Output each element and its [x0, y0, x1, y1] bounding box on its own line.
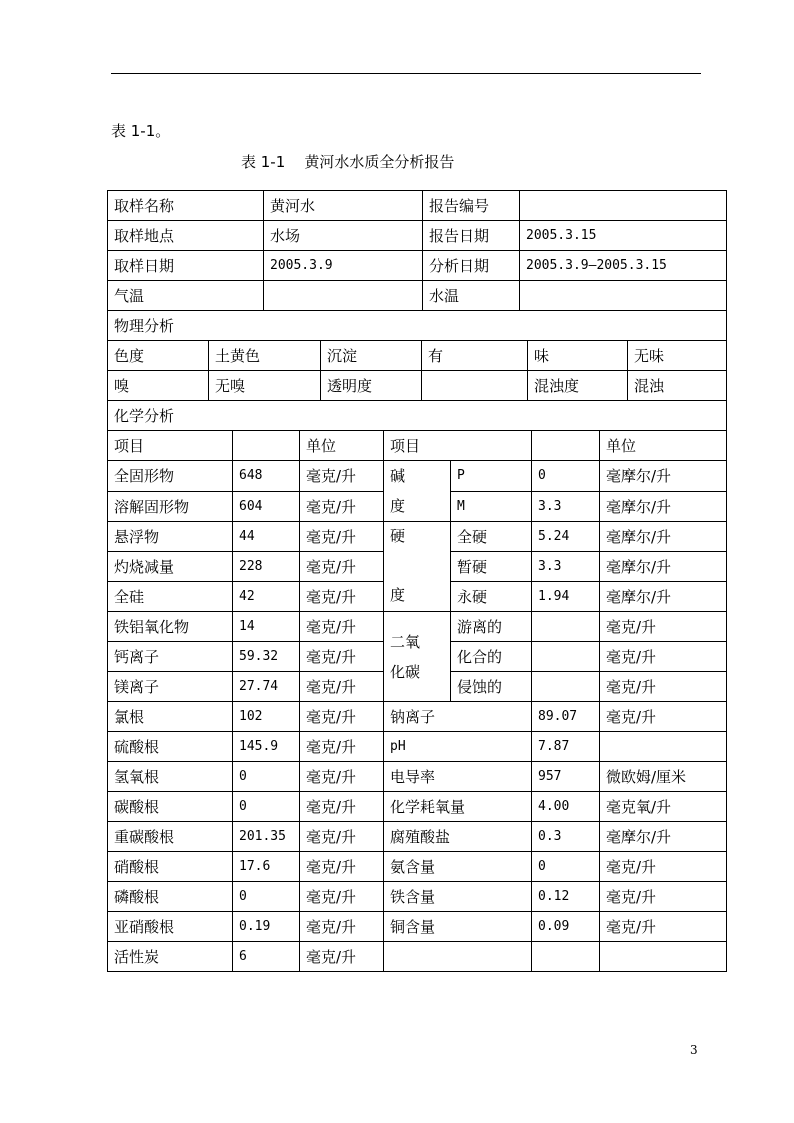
physical-value: 土黄色: [209, 341, 321, 371]
item-name-2: 氨含量: [384, 852, 532, 882]
item-value-2: 0.3: [532, 822, 600, 852]
chemical-row: [108, 942, 727, 972]
chemical-row: [108, 882, 727, 912]
physical-value: 无嗅: [209, 371, 321, 401]
info-label: 取样名称: [108, 191, 264, 221]
chemical-row: [108, 912, 727, 942]
physical-value: 无味: [628, 341, 727, 371]
item-value: 0: [233, 882, 300, 912]
chemical-header-row: [108, 431, 727, 461]
group-label-line: 度: [390, 497, 406, 515]
header-value: [233, 431, 300, 461]
physical-value: 混浊: [628, 371, 727, 401]
item-value: 201.35: [233, 822, 300, 852]
sub-item-value: 0: [532, 461, 600, 492]
chemical-row: [108, 792, 727, 822]
group-label-line: 碱: [390, 467, 406, 485]
physical-value: [422, 371, 528, 401]
sub-item-name: 全硬: [451, 522, 532, 552]
sub-item-unit: 毫摩尔/升: [600, 522, 727, 552]
header-item: 项目: [108, 431, 233, 461]
item-value-2: 89.07: [532, 702, 600, 732]
info-label: 分析日期: [423, 251, 520, 281]
sub-item-unit: 毫摩尔/升: [600, 552, 727, 582]
item-name: 氢氧根: [108, 762, 233, 792]
item-name: 悬浮物: [108, 522, 233, 552]
sub-item-value: 1.94: [532, 582, 600, 612]
item-unit: 毫克/升: [300, 942, 384, 972]
info-label: 报告编号: [423, 191, 520, 221]
item-value: 0.19: [233, 912, 300, 942]
physical-value: 有: [422, 341, 528, 371]
chemical-row: [108, 762, 727, 792]
physical-label: 沉淀: [321, 341, 422, 371]
chemical-row: [108, 522, 727, 552]
chemical-row: [108, 702, 727, 732]
sub-item-name: M: [451, 491, 532, 522]
chemical-row: [108, 822, 727, 852]
sub-item-name: 暂硬: [451, 552, 532, 582]
item-name-2: 电导率: [384, 762, 532, 792]
physical-label: 嗅: [108, 371, 209, 401]
physical-label: 色度: [108, 341, 209, 371]
intro-text: 表 1-1。: [111, 122, 171, 140]
item-value: 0: [233, 792, 300, 822]
chemical-analysis-table: [107, 400, 727, 972]
item-unit: 毫克/升: [300, 612, 384, 642]
item-name: 硫酸根: [108, 732, 233, 762]
info-label: 取样日期: [108, 251, 264, 281]
item-unit-2: [600, 732, 727, 762]
item-unit-2: [600, 942, 727, 972]
info-row: [108, 191, 727, 221]
sub-item-value: 5.24: [532, 522, 600, 552]
item-unit-2: 毫克/升: [600, 702, 727, 732]
item-value: 6: [233, 942, 300, 972]
info-value: [520, 281, 727, 311]
info-value: [264, 281, 423, 311]
item-name: 磷酸根: [108, 882, 233, 912]
group-label-line: 硬: [390, 527, 406, 545]
info-label: 水温: [423, 281, 520, 311]
info-value: 2005.3.9—2005.3.15: [520, 251, 727, 281]
item-unit: 毫克/升: [300, 822, 384, 852]
info-label: 报告日期: [423, 221, 520, 251]
item-name: 硝酸根: [108, 852, 233, 882]
sub-item-name: 化合的: [451, 642, 532, 672]
info-row: [108, 281, 727, 311]
item-value-2: 4.00: [532, 792, 600, 822]
info-value: 2005.3.15: [520, 221, 727, 251]
item-value-2: 957: [532, 762, 600, 792]
item-value: 17.6: [233, 852, 300, 882]
section-title-row: [108, 311, 727, 341]
item-name: 亚硝酸根: [108, 912, 233, 942]
item-value-2: [532, 942, 600, 972]
item-name: 钙离子: [108, 642, 233, 672]
sub-item-unit: 毫摩尔/升: [600, 582, 727, 612]
sub-item-name: P: [451, 461, 532, 492]
item-value: 145.9: [233, 732, 300, 762]
item-value-2: 7.87: [532, 732, 600, 762]
item-unit: 毫克/升: [300, 672, 384, 702]
sub-item-unit: 毫克/升: [600, 612, 727, 642]
page-number: 3: [690, 1043, 698, 1057]
item-unit-2: 毫克/升: [600, 912, 727, 942]
info-label: 气温: [108, 281, 264, 311]
item-unit: 毫克/升: [300, 522, 384, 552]
sub-item-unit: 毫摩尔/升: [600, 461, 727, 492]
header-unit-2: 单位: [600, 431, 727, 461]
item-value-2: 0.12: [532, 882, 600, 912]
item-unit: 毫克/升: [300, 732, 384, 762]
item-unit: 毫克/升: [300, 461, 384, 492]
header-unit: 单位: [300, 431, 384, 461]
item-value: 27.74: [233, 672, 300, 702]
chemical-row: [108, 461, 727, 492]
item-unit: 毫克/升: [300, 582, 384, 612]
chemical-row: [108, 612, 727, 642]
item-value: 228: [233, 552, 300, 582]
physical-analysis-table: [107, 310, 727, 401]
info-row: [108, 221, 727, 251]
item-value: 14: [233, 612, 300, 642]
item-name-2: 钠离子: [384, 702, 532, 732]
sub-item-value: [532, 672, 600, 702]
physical-row: [108, 371, 727, 401]
item-unit: 毫克/升: [300, 852, 384, 882]
item-name-2: pH: [384, 732, 532, 762]
item-unit-2: 毫摩尔/升: [600, 822, 727, 852]
sample-info-table: [107, 190, 727, 311]
item-name: 全固形物: [108, 461, 233, 492]
sub-item-name: 永硬: [451, 582, 532, 612]
item-value: 0: [233, 762, 300, 792]
chemical-row: [108, 732, 727, 762]
item-unit: 毫克/升: [300, 702, 384, 732]
item-value: 102: [233, 702, 300, 732]
sub-item-value: [532, 642, 600, 672]
sub-item-name: 游离的: [451, 612, 532, 642]
item-name: 氯根: [108, 702, 233, 732]
section-title-row: [108, 401, 727, 431]
item-unit: 毫克/升: [300, 642, 384, 672]
item-value: 59.32: [233, 642, 300, 672]
item-name-2: 铜含量: [384, 912, 532, 942]
item-unit: 毫克/升: [300, 552, 384, 582]
item-name: 活性炭: [108, 942, 233, 972]
sub-item-name: 侵蚀的: [451, 672, 532, 702]
item-unit-2: 微欧姆/厘米: [600, 762, 727, 792]
table-caption: 表 1-1 黄河水水质全分析报告: [241, 153, 455, 171]
item-unit: 毫克/升: [300, 792, 384, 822]
header-item-2: 项目: [384, 431, 532, 461]
item-name-2: 铁含量: [384, 882, 532, 912]
item-unit-2: 毫克氧/升: [600, 792, 727, 822]
header-rule: [111, 73, 701, 74]
sub-item-unit: 毫克/升: [600, 642, 727, 672]
sub-item-value: 3.3: [532, 491, 600, 522]
physical-row: [108, 341, 727, 371]
item-name: 碳酸根: [108, 792, 233, 822]
group-label-hardness: [384, 522, 451, 612]
group-label-line: 度: [390, 586, 406, 604]
item-name: 铁铝氧化物: [108, 612, 233, 642]
info-label: 取样地点: [108, 221, 264, 251]
water-quality-report: [107, 190, 725, 971]
group-label-line: 二氧: [390, 632, 421, 651]
item-value-2: 0.09: [532, 912, 600, 942]
item-name-2: 腐殖酸盐: [384, 822, 532, 852]
item-value: 44: [233, 522, 300, 552]
item-name-2: 化学耗氧量: [384, 792, 532, 822]
info-value: 2005.3.9: [264, 251, 423, 281]
chemical-row: [108, 852, 727, 882]
item-value-2: 0: [532, 852, 600, 882]
item-value: 42: [233, 582, 300, 612]
item-unit: 毫克/升: [300, 762, 384, 792]
info-row: [108, 251, 727, 281]
item-name: 镁离子: [108, 672, 233, 702]
sub-item-unit: 毫克/升: [600, 672, 727, 702]
sub-item-value: 3.3: [532, 552, 600, 582]
info-value: 黄河水: [264, 191, 423, 221]
sub-item-unit: 毫摩尔/升: [600, 491, 727, 522]
chemical-section-title: 化学分析: [108, 401, 727, 431]
item-unit: 毫克/升: [300, 491, 384, 522]
item-name-2: [384, 942, 532, 972]
item-unit-2: 毫克/升: [600, 882, 727, 912]
physical-section-title: 物理分析: [108, 311, 727, 341]
physical-label: 混浊度: [528, 371, 628, 401]
group-label-co2: [384, 612, 451, 702]
item-unit-2: 毫克/升: [600, 852, 727, 882]
item-value: 604: [233, 491, 300, 522]
item-name: 重碳酸根: [108, 822, 233, 852]
physical-label: 味: [528, 341, 628, 371]
item-value: 648: [233, 461, 300, 492]
item-name: 溶解固形物: [108, 491, 233, 522]
info-value: [520, 191, 727, 221]
sub-item-value: [532, 612, 600, 642]
group-label-line: 化碳: [390, 662, 421, 681]
item-name: 全硅: [108, 582, 233, 612]
item-unit: 毫克/升: [300, 882, 384, 912]
group-label-alkalinity: [384, 461, 451, 522]
item-name: 灼烧减量: [108, 552, 233, 582]
header-value-2: [532, 431, 600, 461]
info-value: 水场: [264, 221, 423, 251]
physical-label: 透明度: [321, 371, 422, 401]
item-unit: 毫克/升: [300, 912, 384, 942]
